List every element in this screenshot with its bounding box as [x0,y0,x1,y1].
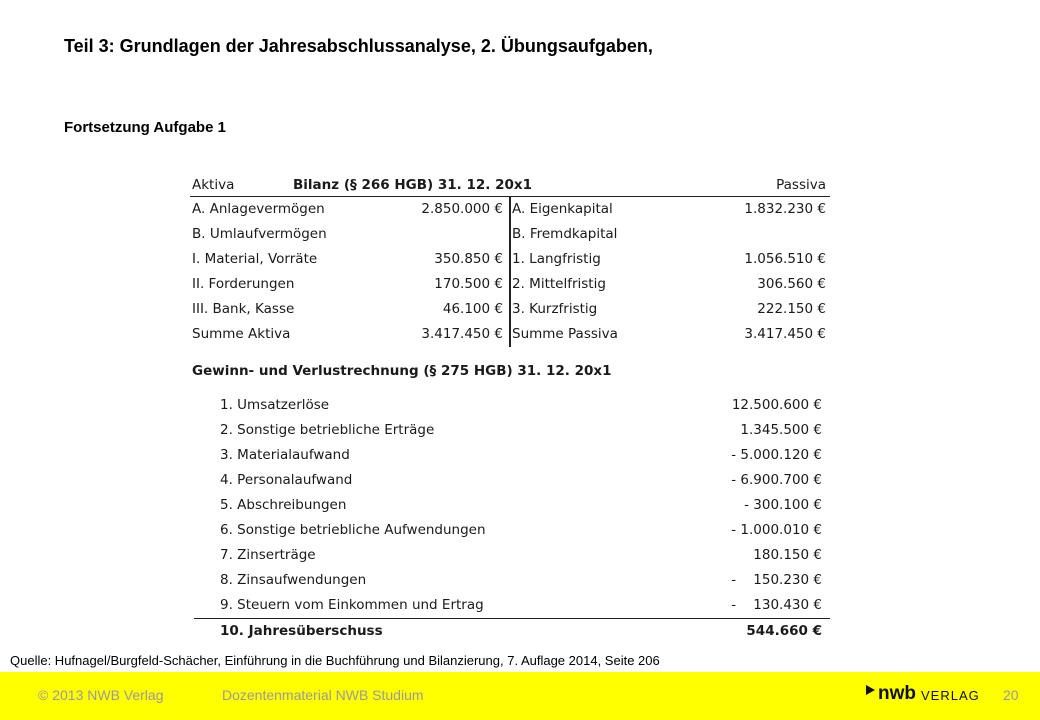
net-income-label: 10. Jahresüberschuss [220,623,383,639]
income-label: 8. Zinsaufwendungen [220,572,367,588]
balance-sheet-body [190,197,830,347]
income-label: 9. Steuern vom Einkommen und Ertrag [220,597,484,613]
passiva-value: 1.056.510 € [744,251,826,267]
income-row [190,568,830,593]
income-value: 180.150 € [753,547,822,563]
income-label: 5. Abschreibungen [220,497,347,513]
aktiva-label: II. Forderungen [192,276,295,292]
aktiva-label: I. Material, Vorräte [192,251,318,267]
aktiva-label: A. Anlagevermögen [192,201,325,217]
income-label: 2. Sonstige betriebliche Erträge [220,422,435,438]
balance-sheet-header [190,174,830,197]
source-citation: Quelle: Hufnagel/Burgfeld-Schächer, Einführung in die Buchführung und Bilanzierung, 7. Auflage 2014, Seite 206 [10,653,660,668]
footer-copyright: © 2013 NWB Verlag [38,687,164,703]
income-label: 1. Umsatzerlöse [220,397,330,413]
passiva-label: A. Eigenkapital [512,201,613,217]
income-label: 7. Zinserträge [220,547,316,563]
nwb-logo [866,683,980,705]
income-value: - 1.000.010 € [731,522,822,538]
income-value: 12.500.600 € [731,397,822,413]
passiva-label: B. Fremdkapital [512,226,618,242]
passiva-value: 306.560 € [757,276,826,292]
aktiva-label: III. Bank, Kasse [192,301,295,317]
aktiva-label: B. Umlaufvermögen [192,226,327,242]
balance-sheet-title: Bilanz (§ 266 HGB) 31. 12. 20x1 [293,177,532,193]
slide-title: Teil 3: Grundlagen der Jahresabschlussanalyse, 2. Übungsaufgaben, [64,36,653,56]
balance-row [190,197,830,222]
aktiva-total-value: 3.417.450 € [421,326,503,342]
aktiva-value: 2.850.000 € [421,201,503,217]
passiva-value: 222.150 € [757,301,826,317]
logo-verlag: VERLAG [921,688,980,703]
passiva-label: 1. Langfristig [512,251,601,267]
balance-total-row [190,322,830,347]
income-value: - 130.430 € [731,597,822,613]
income-value: - 150.230 € [731,572,822,588]
income-row [190,443,830,468]
income-statement-title: Gewinn- und Verlustrechnung (§ 275 HGB) 31. 12. 20x1 [192,363,612,379]
balance-row [190,272,830,297]
aktiva-header: Aktiva [192,177,235,193]
income-row [190,493,830,518]
income-value: - 300.100 € [744,497,822,513]
income-row [190,593,830,618]
aktiva-value: 170.500 € [434,276,503,292]
balance-row [190,297,830,322]
passiva-header: Passiva [776,177,826,193]
income-label: 4. Personalaufwand [220,472,353,488]
income-row [190,418,830,443]
page-number: 20 [1003,687,1019,703]
income-value: - 6.900.700 € [731,472,822,488]
logo-arrow-icon [866,685,875,695]
income-value: 1.345.500 € [740,422,822,438]
income-total-row [194,618,830,644]
income-row [190,393,830,418]
footer-material: Dozentenmaterial NWB Studium [222,687,424,703]
aktiva-value: 46.100 € [442,301,503,317]
income-label: 6. Sonstige betriebliche Aufwendungen [220,522,486,538]
income-value: - 5.000.120 € [731,447,822,463]
passiva-total-label: Summe Passiva [512,326,618,342]
passiva-label: 3. Kurzfristig [512,301,598,317]
income-row [190,543,830,568]
financial-statement [190,174,830,644]
net-income-value: 544.660 € [746,623,822,639]
balance-row [190,222,830,247]
passiva-value: 1.832.230 € [744,201,826,217]
aktiva-total-label: Summe Aktiva [192,326,291,342]
income-label: 3. Materialaufwand [220,447,350,463]
passiva-total-value: 3.417.450 € [744,326,826,342]
slide-subtitle: Fortsetzung Aufgabe 1 [64,119,226,136]
income-row [190,518,830,543]
logo-brand: nwb [878,683,916,704]
balance-row [190,247,830,272]
income-row [190,468,830,493]
income-statement [190,393,830,644]
aktiva-value: 350.850 € [434,251,503,267]
passiva-label: 2. Mittelfristig [512,276,606,292]
